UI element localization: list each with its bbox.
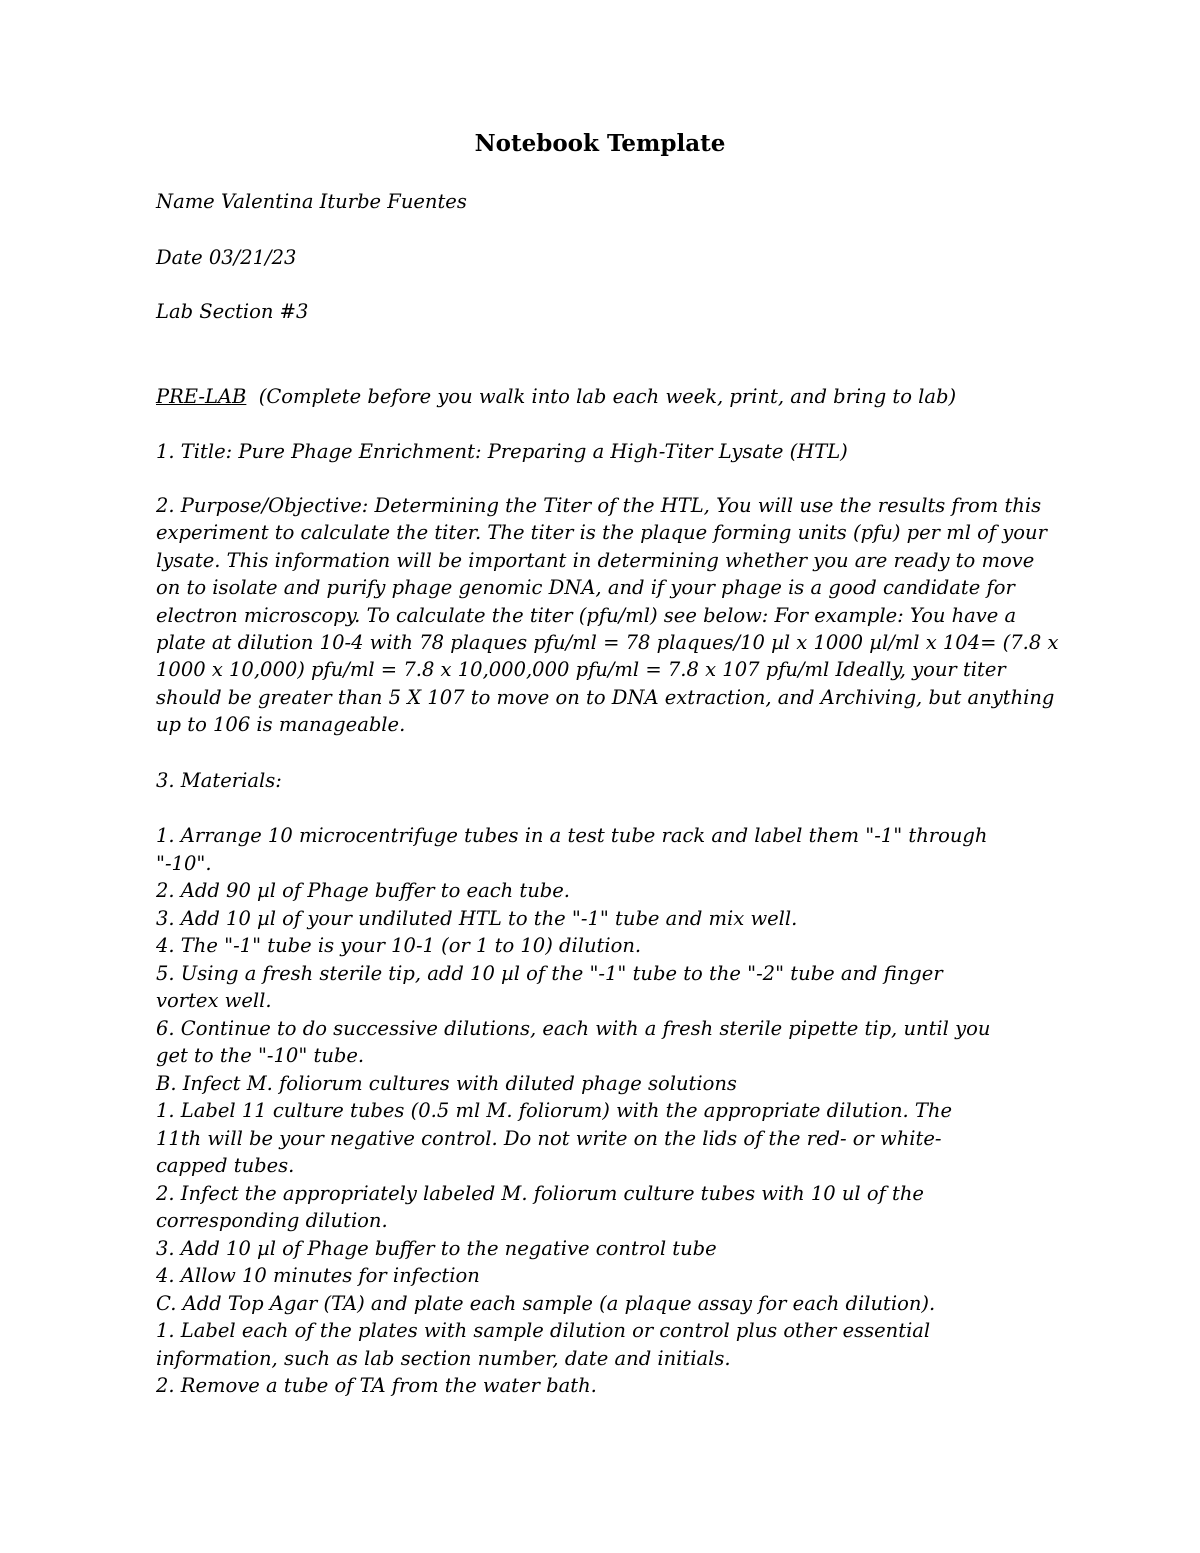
name-value: Valentina Iturbe Fuentes bbox=[220, 190, 467, 213]
procedure-line: capped tubes. bbox=[156, 1154, 295, 1177]
procedure-line: get to the "-10" tube. bbox=[156, 1044, 365, 1067]
procedure-line: information, such as lab section number, date and initials. bbox=[156, 1346, 731, 1370]
lab-section-label: Lab Section bbox=[156, 300, 274, 323]
purpose-line: on to isolate and purify phage genomic DNA, and if your phage is a good candidate for bbox=[156, 576, 1015, 600]
purpose-line: experiment to calculate the titer. The titer is the plaque forming units (pfu) per ml of your bbox=[156, 521, 1047, 545]
materials-heading: 3. Materials: bbox=[156, 769, 282, 792]
procedure-line: C. Add Top Agar (TA) and plate each sample (a plaque assay for each dilution). bbox=[156, 1291, 936, 1315]
procedure-line: 5. Using a fresh sterile tip, add 10 µl of the "-1" tube to the "-2" tube and finger bbox=[156, 961, 943, 985]
purpose-line: up to 106 is manageable. bbox=[156, 713, 406, 737]
purpose-line: 2. Purpose/Objective: Determining the Titer of the HTL, You will use the results from this bbox=[156, 494, 1042, 517]
lab-section-line bbox=[156, 298, 308, 325]
purpose-line: plate at dilution 10-4 with 78 plaques pfu/ml = 78 plaques/10 µl x 1000 µl/ml x 104= (7.8 x bbox=[156, 631, 1059, 655]
procedure-line: 11th will be your negative control. Do not write on the lids of the red- or white- bbox=[156, 1126, 942, 1150]
procedure-line: 2. Add 90 µl of Phage buffer to each tube. bbox=[156, 879, 571, 902]
name-line bbox=[156, 188, 467, 215]
procedure-line: 4. The "-1" tube is your 10-1 (or 1 to 10) dilution. bbox=[156, 934, 642, 957]
procedure-line: 3. Add 10 µl of Phage buffer to the negative control tube bbox=[156, 1236, 717, 1260]
procedure-line: 6. Continue to do successive dilutions, each with a fresh sterile pipette tip, until you bbox=[156, 1016, 991, 1040]
date-line bbox=[156, 244, 296, 271]
procedure-line: 1. Arrange 10 microcentrifuge tubes in a test tube rack and label them "-1" through bbox=[156, 824, 988, 847]
purpose-paragraph bbox=[156, 492, 1059, 739]
procedure-line: "-10". bbox=[156, 851, 212, 875]
prelab-line bbox=[156, 383, 956, 410]
purpose-line: 1000 x 10,000) pfu/ml = 7.8 x 10,000,000 pfu/ml = 7.8 x 107 pfu/ml Ideally, your titer bbox=[156, 658, 1006, 682]
procedure-list bbox=[156, 822, 1056, 1400]
prelab-note: (Complete before you walk into lab each week, print, and bring to lab) bbox=[258, 385, 957, 408]
procedure-line: 2. Infect the appropriately labeled M. foliorum culture tubes with 10 ul of the bbox=[156, 1181, 924, 1205]
name-label: Name bbox=[156, 190, 215, 213]
procedure-line: 1. Label each of the plates with sample dilution or control plus other essential bbox=[156, 1319, 931, 1342]
procedure-line: B. Infect M. foliorum cultures with diluted phage solutions bbox=[156, 1071, 737, 1095]
procedure-line: corresponding dilution. bbox=[156, 1209, 388, 1232]
date-label: Date bbox=[156, 246, 203, 269]
procedure-line: 2. Remove a tube of TA from the water bath. bbox=[156, 1374, 597, 1397]
document-title: Notebook Template bbox=[474, 130, 726, 157]
procedure-line: 4. Allow 10 minutes for infection bbox=[156, 1264, 480, 1287]
purpose-line: should be greater than 5 X 107 to move on to DNA extraction, and Archiving, but anything bbox=[156, 685, 1055, 709]
purpose-line: lysate. This information will be important in determining whether you are ready to move bbox=[156, 548, 1035, 572]
procedure-line: 3. Add 10 µl of your undiluted HTL to the "-1" tube and mix well. bbox=[156, 906, 798, 930]
title-item: 1. Title: Pure Phage Enrichment: Preparing a High-Titer Lysate (HTL) bbox=[156, 440, 848, 463]
date-value: 03/21/23 bbox=[208, 246, 297, 269]
prelab-heading: PRE-LAB bbox=[156, 385, 247, 408]
lab-section-value: #3 bbox=[279, 300, 309, 323]
procedure-line: vortex well. bbox=[156, 989, 272, 1012]
procedure-line: 1. Label 11 culture tubes (0.5 ml M. foliorum) with the appropriate dilution. The bbox=[156, 1099, 953, 1122]
purpose-line: electron microscopy. To calculate the titer (pfu/ml) see below: For example: You have a bbox=[156, 603, 1017, 627]
